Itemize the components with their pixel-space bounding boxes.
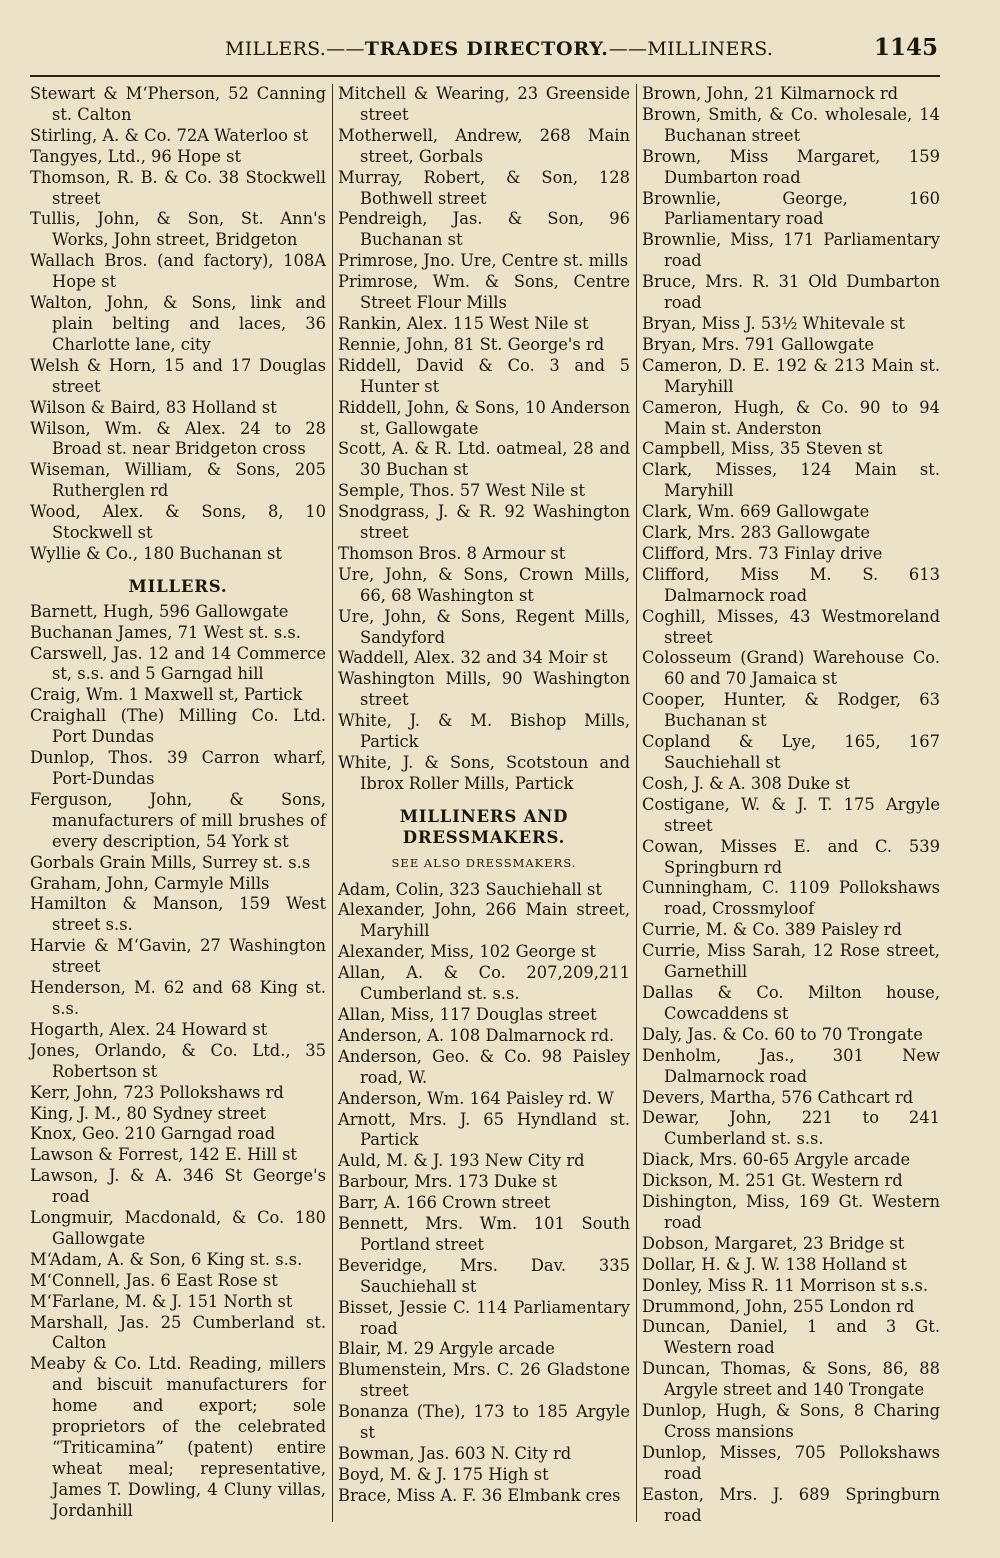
directory-entry: Tullis, John, & Son, St. Ann's Works, John street, Bridgeton [30,209,326,250]
directory-entry: Bryan, Miss J. 53½ Whitevale st [642,313,905,333]
directory-entry: Dunlop, Hugh, & Sons, 8 Charing Cross mansions [642,1401,940,1441]
directory-entry: Clark, Mrs. 283 Gallowgate [642,523,870,543]
directory-entry: Blair, M. 29 Argyle arcade [338,1339,555,1359]
directory-entry: Riddell, David & Co. 3 and 5 Hunter st [338,355,630,396]
directory-entry: Barnett, Hugh, 596 Gallowgate [30,601,289,621]
directory-entry: Wyllie & Co., 180 Buchanan st [30,543,282,563]
directory-entry: Craighall (The) Milling Co. Ltd. Port Dundas [30,706,326,747]
directory-entry: Currie, Miss Sarah, 12 Rose street, Garnethill [642,941,940,982]
directory-entry: Motherwell, Andrew, 268 Main street, Gorbals [338,125,630,166]
directory-entry: Stewart & M‘Pherson, 52 Canning st. Calton [30,84,326,124]
directory-entry: M‘Adam, A. & Son, 6 King st. s.s. [30,1249,303,1269]
directory-entry: Tangyes, Ltd., 96 Hope st [30,146,242,166]
directory-entry: Kerr, John, 723 Pollokshaws rd [30,1082,284,1102]
directory-entry: Clifford, Mrs. 73 Finlay drive [642,543,883,563]
directory-entry: Hogarth, Alex. 24 Howard st [30,1019,268,1039]
directory-entry: Arnott, Mrs. J. 65 Hyndland st. Partick [338,1109,630,1150]
directory-entry: Lawson, J. & A. 346 St George's road [30,1166,326,1207]
directory-entry: Semple, Thos. 57 West Nile st [338,481,586,501]
header-right-word: MILLINERS. [647,38,774,60]
directory-entry: Copland & Lye, 165, 167 Sauchiehall st [642,732,940,772]
directory-entry: Bruce, Mrs. R. 31 Old Dumbarton road [642,272,940,313]
column-3 [642,84,940,1525]
directory-entry: Ure, John, & Sons, Crown Mills, 66, 68 Washington st [338,564,630,605]
section-heading: MILLERS. [128,576,228,596]
directory-entry: Wilson, Wm. & Alex. 24 to 28 Broad st. near Bridgeton cross [30,418,326,459]
directory-entry: Primrose, Wm. & Sons, Centre Street Flour Mills [338,272,630,313]
directory-entry: Cameron, Hugh, & Co. 90 to 94 Main st. Anderston [642,397,940,438]
directory-entry: Thomson Bros. 8 Armour st [338,543,566,563]
directory-entry: Snodgrass, J. & R. 92 Washington street [338,502,630,543]
directory-entry: Dollar, H. & J. W. 138 Holland st [642,1254,907,1274]
directory-entry: Bowman, Jas. 603 N. City rd [338,1444,572,1463]
column-divider-2 [636,84,637,1522]
directory-entry: Murray, Robert, & Son, 128 Bothwell street [338,167,630,208]
directory-entry: Clark, Misses, 124 Main st. Maryhill [642,460,940,501]
directory-entry: Colosseum (Grand) Warehouse Co. 60 and 70 Jamaica st [642,648,940,689]
directory-entry: Anderson, Wm. 164 Paisley rd. W [338,1088,614,1108]
directory-entry: Scott, A. & R. Ltd. oatmeal, 28 and 30 Buchan st [338,439,630,480]
page-number: 1145 [873,34,938,61]
directory-entry: Diack, Mrs. 60-65 Argyle arcade [642,1150,911,1170]
directory-entry: White, J. & M. Bishop Mills, Partick [338,711,630,752]
directory-entry: Anderson, Geo. & Co. 98 Paisley road, W. [338,1046,630,1087]
directory-entry: Drummond, John, 255 London rd [642,1296,915,1316]
directory-entry: Cowan, Misses E. and C. 539 Springburn rd [642,836,940,877]
directory-entry: Meaby & Co. Ltd. Reading, millers and biscuit manufacturers for home and export; sole proprietors of the celebrated “Triticamina” (patent) entire wheat meal; representative, James T. Dowling, 4 Cluny villas, Jordanhill [30,1354,326,1520]
directory-entry: Primrose, Jno. Ure, Centre st. mills [338,251,629,271]
directory-entry: Washington Mills, 90 Washington street [338,669,630,710]
directory-entry: Dewar, John, 221 to 241 Cumberland st. s.s. [642,1108,940,1149]
directory-entry: Riddell, John, & Sons, 10 Anderson st, Gallowgate [338,397,630,438]
directory-entry: Wood, Alex. & Sons, 8, 10 Stockwell st [30,502,326,543]
directory-entry: M‘Farlane, M. & J. 151 North st [30,1291,293,1311]
directory-entry: Knox, Geo. 210 Garngad road [30,1124,276,1144]
directory-entry: Gorbals Grain Mills, Surrey st. s.s [30,852,311,872]
directory-entry: Barbour, Mrs. 173 Duke st [338,1172,558,1192]
directory-entry: Brown, Smith, & Co. wholesale, 14 Buchanan street [642,104,940,145]
directory-entry: M‘Connell, Jas. 6 East Rose st [30,1270,278,1290]
directory-entry: Henderson, M. 62 and 68 King st. s.s. [30,978,326,1018]
directory-entry: Alexander, John, 266 Main street, Maryhill [338,900,630,941]
directory-entry: Hamilton & Manson, 159 West street s.s. [30,894,326,935]
directory-entry: Allan, Miss, 117 Douglas street [338,1004,597,1024]
directory-entry: Ferguson, John, & Sons, manufacturers of mill brushes of every description, 54 York st [30,789,326,851]
directory-entry: Rankin, Alex. 115 West Nile st [338,313,589,333]
directory-entry: White, J. & Sons, Scotstoun and Ibrox Roller Mills, Partick [338,753,630,793]
directory-entry: Graham, John, Carmyle Mills [30,873,270,893]
directory-entry: Bonanza (The), 173 to 185 Argyle st [338,1402,630,1443]
directory-entry: Clifford, Miss M. S. 613 Dalmarnock road [642,564,940,605]
directory-entry: Dishington, Miss, 169 Gt. Western road [642,1192,940,1232]
directory-entry: Dunlop, Thos. 39 Carron wharf, Port-Dundas [30,748,326,788]
directory-entry: Bisset, Jessie C. 114 Parliamentary road [338,1297,630,1338]
directory-entry: Marshall, Jas. 25 Cumberland st. Calton [30,1312,326,1353]
column-1 [30,84,326,1522]
directory-entry: Buchanan James, 71 West st. s.s. [30,622,301,642]
directory-entry: Dobson, Margaret, 23 Bridge st [642,1233,905,1253]
column-2 [338,84,630,1522]
directory-entry: Carswell, Jas. 12 and 14 Commerce st, s.s. and 5 Garngad hill [30,643,326,684]
directory-entry: Rennie, John, 81 St. George's rd [338,334,605,354]
directory-entry: Cunningham, C. 1109 Pollokshaws road, Crossmyloof [642,878,940,919]
directory-entry: Wilson & Baird, 83 Holland st [30,397,277,417]
directory-entry: Currie, M. & Co. 389 Paisley rd [642,920,902,940]
directory-entry: Lawson & Forrest, 142 E. Hill st [30,1145,297,1165]
directory-entry: Dunlop, Misses, 705 Pollokshaws road [642,1442,940,1483]
directory-entry: Daly, Jas. & Co. 60 to 70 Trongate [642,1024,923,1044]
directory-entry: Waddell, Alex. 32 and 34 Moir st [338,648,608,668]
directory-entry: Welsh & Horn, 15 and 17 Douglas street [30,355,326,396]
directory-entry: Mitchell & Wearing, 23 Greenside street [338,84,630,124]
directory-entry: Bryan, Mrs. 791 Gallowgate [642,334,875,354]
directory-entry: Donley, Miss R. 11 Morrison st s.s. [642,1275,929,1295]
directory-entry: Cosh, J. & A. 308 Duke st [642,773,851,793]
directory-entry: Devers, Martha, 576 Cathcart rd [642,1087,914,1107]
running-header [0,34,1000,64]
header-center-title: TRADES DIRECTORY. [364,38,609,60]
directory-entry: Anderson, A. 108 Dalmarnock rd. [338,1025,615,1045]
directory-entry: Allan, A. & Co. 207,209,211 Cumberland st. s.s. [338,963,630,1004]
directory-entry: Coghill, Misses, 43 Westmoreland street [642,606,940,647]
directory-entry: Brown, Miss Margaret, 159 Dumbarton road [642,146,940,187]
directory-entry: Thomson, R. B. & Co. 38 Stockwell street [30,167,326,208]
directory-entry: Walton, John, & Sons, link and plain belting and laces, 36 Charlotte lane, city [30,293,326,354]
directory-entry: Pendreigh, Jas. & Son, 96 Buchanan st [338,209,630,250]
directory-entry: Auld, M. & J. 193 New City rd [338,1151,585,1171]
section-subheading: SEE ALSO DRESSMAKERS. [391,855,577,870]
directory-entry: Longmuir, Macdonald, & Co. 180 Gallowgate [30,1208,326,1248]
directory-entry: Wallach Bros. (and factory), 108A Hope st [30,251,326,292]
directory-entry: Ure, John, & Sons, Regent Mills, Sandyford [338,606,630,647]
directory-entry: Campbell, Miss, 35 Steven st [642,439,883,459]
directory-entry: Brownlie, George, 160 Parliamentary road [642,188,940,229]
directory-entry: Harvie & M‘Gavin, 27 Washington street [30,936,326,977]
header-left-word: MILLERS. [225,38,327,60]
directory-entry: Brownlie, Miss, 171 Parliamentary road [642,230,940,271]
directory-entry: Dickson, M. 251 Gt. Western rd [642,1171,903,1191]
directory-entry: Denholm, Jas., 301 New Dalmarnock road [642,1045,940,1086]
directory-entry: Jones, Orlando, & Co. Ltd., 35 Robertson st [30,1040,326,1081]
directory-entry: Cooper, Hunter, & Rodger, 63 Buchanan st [642,690,940,731]
directory-entry: Brace, Miss A. F. 36 Elmbank cres [338,1485,621,1505]
running-title: MILLERS.——TRADES DIRECTORY.——MILLINERS. [225,38,774,60]
directory-entry: Bennett, Mrs. Wm. 101 South Portland street [338,1214,630,1254]
directory-entry: Adam, Colin, 323 Sauchiehall st [338,879,602,899]
column-divider-1 [332,84,333,1522]
header-rule [30,75,940,77]
section-heading: MILLINERS AND DRESSMAKERS. [399,806,569,847]
directory-entry: Dallas & Co. Milton house, Cowcaddens st [642,982,940,1023]
directory-entry: Barr, A. 166 Crown street [338,1193,551,1213]
directory-entry: Easton, Mrs. J. 689 Springburn road [642,1484,940,1525]
directory-entry: Costigane, W. & J. T. 175 Argyle street [642,794,940,835]
directory-entry: King, J. M., 80 Sydney street [30,1103,267,1123]
directory-entry: Stirling, A. & Co. 72A Waterloo st [30,125,308,145]
directory-entry: Wiseman, William, & Sons, 205 Rutherglen rd [30,460,326,501]
directory-entry: Boyd, M. & J. 175 High st [338,1464,549,1484]
directory-entry: Blumenstein, Mrs. C. 26 Gladstone street [338,1360,630,1401]
directory-entry: Craig, Wm. 1 Maxwell st, Partick [30,685,303,705]
directory-entry: Beveridge, Mrs. Dav. 335 Sauchiehall st [338,1255,630,1296]
directory-entry: Alexander, Miss, 102 George st [338,942,596,962]
directory-entry: Cameron, D. E. 192 & 213 Main st. Maryhill [642,355,940,396]
directory-entry: Brown, John, 21 Kilmarnock rd [642,84,899,103]
directory-entry: Clark, Wm. 669 Gallowgate [642,502,870,522]
directory-entry: Duncan, Thomas, & Sons, 86, 88 Argyle street and 140 Trongate [642,1359,940,1400]
directory-entry: Duncan, Daniel, 1 and 3 Gt. Western road [642,1317,940,1358]
